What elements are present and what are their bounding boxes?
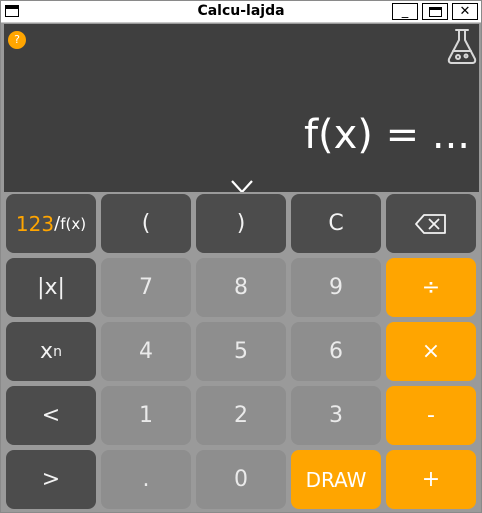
divide-button[interactable]: ÷ xyxy=(386,258,476,317)
power-base: x xyxy=(40,339,54,364)
maximize-button[interactable] xyxy=(422,3,448,20)
backspace-icon xyxy=(414,213,448,235)
power-exponent: n xyxy=(53,343,62,360)
minus-button[interactable]: - xyxy=(386,386,476,445)
mode-separator: / xyxy=(54,213,61,234)
close-button[interactable]: ✕ xyxy=(452,3,478,20)
backspace-button[interactable] xyxy=(386,194,476,253)
keypad xyxy=(4,192,479,512)
mode-function-label: f(x) xyxy=(60,214,87,233)
digit-9-button[interactable]: 9 xyxy=(291,258,381,317)
digit-4-button[interactable]: 4 xyxy=(101,322,191,381)
power-button[interactable] xyxy=(6,322,96,381)
minimize-button[interactable]: _ xyxy=(392,3,418,20)
close-paren-button[interactable]: ) xyxy=(196,194,286,253)
open-paren-button[interactable]: ( xyxy=(101,194,191,253)
greater-than-button[interactable]: > xyxy=(6,450,96,509)
expression-display xyxy=(4,24,479,192)
mode-numeric-label: 123 xyxy=(15,211,55,236)
window-title: Calcu-lajda xyxy=(197,3,285,19)
digit-2-button[interactable]: 2 xyxy=(196,386,286,445)
title-bar[interactable] xyxy=(1,1,481,23)
clear-button[interactable]: C xyxy=(291,194,381,253)
digit-0-button[interactable]: 0 xyxy=(196,450,286,509)
less-than-button[interactable]: < xyxy=(6,386,96,445)
decimal-point-button[interactable]: . xyxy=(101,450,191,509)
digit-3-button[interactable]: 3 xyxy=(291,386,381,445)
maximize-icon xyxy=(429,7,442,17)
flask-icon[interactable] xyxy=(445,26,479,66)
digit-8-button[interactable]: 8 xyxy=(196,258,286,317)
digit-7-button[interactable]: 7 xyxy=(101,258,191,317)
digit-1-button[interactable]: 1 xyxy=(101,386,191,445)
function-expression: f(x) = ... xyxy=(303,112,470,158)
digit-5-button[interactable]: 5 xyxy=(196,322,286,381)
plus-button[interactable]: + xyxy=(386,450,476,509)
draw-button[interactable]: DRAW xyxy=(291,450,381,509)
digit-6-button[interactable]: 6 xyxy=(291,322,381,381)
absolute-value-button[interactable]: |x| xyxy=(6,258,96,317)
help-icon[interactable]: ? xyxy=(8,31,26,49)
multiply-button[interactable]: × xyxy=(386,322,476,381)
mode-toggle-button[interactable] xyxy=(6,194,96,253)
